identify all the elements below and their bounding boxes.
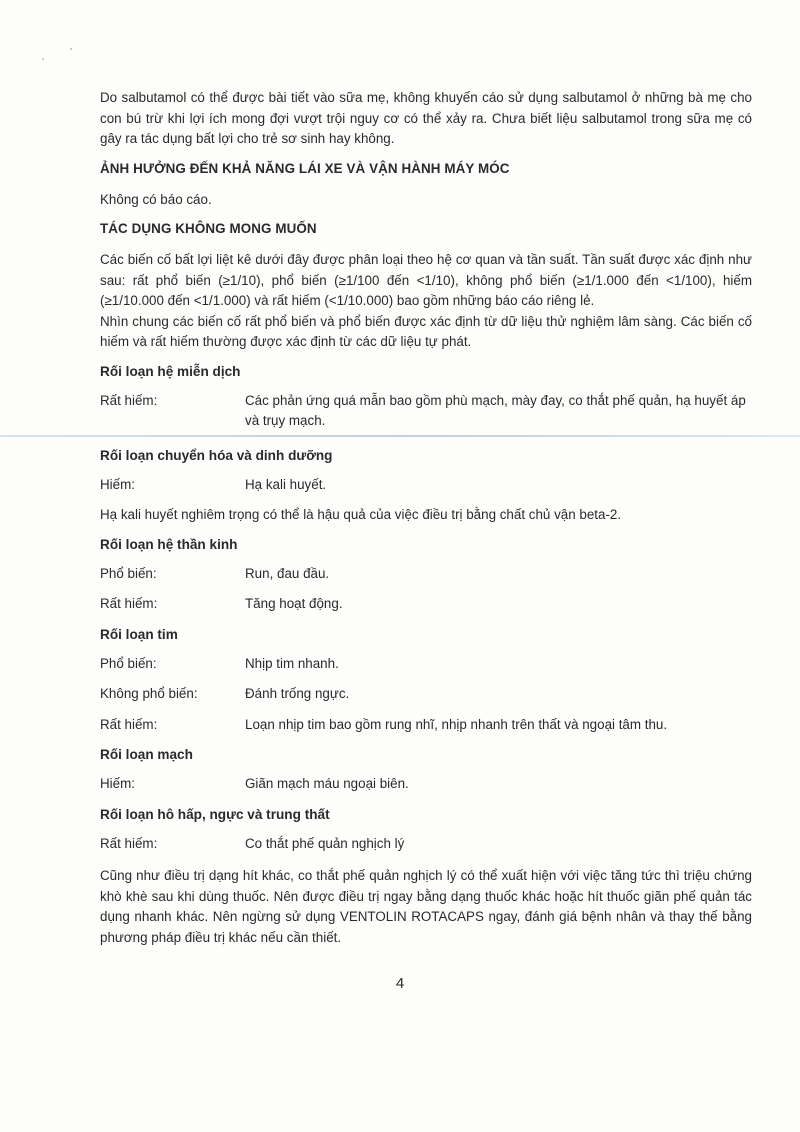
metabolism-note: Hạ kali huyết nghiêm trọng có thể là hậu quả của việc điều trị bằng chất chủ vận beta-2.	[100, 507, 622, 522]
frequency-label: Hiếm:	[100, 476, 135, 492]
respiratory-heading: Rối loạn hô hấp, ngực và trung thất	[100, 806, 330, 822]
cardiac-heading: Rối loạn tim	[100, 626, 178, 642]
vascular-heading: Rối loạn mạch	[100, 747, 193, 762]
vascular-row	[100, 774, 752, 795]
frequency-label: Phổ biến:	[100, 565, 157, 581]
immune-row	[100, 391, 752, 432]
driving-heading: ẢNH HƯỞNG ĐẾN KHẢ NĂNG LÁI XE VÀ VẬN HÀNH MÁY MÓC	[100, 160, 510, 176]
effect-text: Đánh trống ngực.	[245, 686, 350, 701]
scan-speck	[70, 48, 72, 50]
nervous-row	[100, 564, 752, 585]
cardiac-row	[100, 654, 752, 675]
effect-text: Các phản ứng quá mẫn bao gồm phù mạch, mày đay, co thắt phế quản, hạ huyết áp và trụy mạch.	[245, 392, 746, 428]
frequency-label: Phổ biến:	[100, 655, 157, 671]
cardiac-row	[100, 715, 752, 736]
effect-text: Co thắt phế quản nghịch lý	[245, 835, 405, 851]
adverse-paragraph-2: Nhìn chung các biến cố rất phổ biến và phổ biến được xác định từ dữ liệu thử nghiệm lâm sàng. Các biến cố hiếm và rất hiếm thường được xác định từ các dữ liệu tự phát.	[100, 313, 752, 349]
metabolism-row	[100, 475, 752, 496]
effect-text: Giãn mạch máu ngoại biên.	[245, 776, 409, 791]
metabolism-heading: Rối loạn chuyển hóa và dinh dưỡng	[100, 447, 333, 463]
frequency-label: Rất hiếm:	[100, 716, 158, 732]
effect-text: Tăng hoạt động.	[245, 596, 343, 611]
cardiac-row	[100, 684, 752, 705]
effect-text: Loạn nhịp tim bao gồm rung nhĩ, nhịp nhanh trên thất và ngoại tâm thu.	[245, 716, 668, 732]
respiratory-row	[100, 834, 752, 855]
effect-text: Run, đau đầu.	[245, 565, 330, 581]
document-page	[100, 88, 752, 957]
driving-text: Không có báo cáo.	[100, 191, 212, 207]
page-number: 4	[395, 975, 405, 992]
effect-text: Hạ kali huyết.	[245, 476, 327, 492]
adverse-heading: TÁC DỤNG KHÔNG MONG MUỐN	[100, 221, 317, 236]
respiratory-note: Cũng như điều trị dạng hít khác, co thắt phế quản nghịch lý có thể xuất hiện với việc tăng tức thì triệu chứng khò khè sau khi dùng thuốc. Nên được điều trị ngay bằng dạng thuốc khác hoặc hít thuốc giãn phế quản tác dụng nhanh khác. Nên ngừng sử dụng VENTOLIN ROTACAPS ngay, đánh giá bệnh nhân và thay thế bằng phương pháp điều trị khác nếu cần thiết.	[100, 868, 752, 945]
breastfeeding-paragraph: Do salbutamol có thể được bài tiết vào sữa mẹ, không khuyến cáo sử dụng salbutamol ở những bà mẹ cho con bú trừ khi lợi ích mong đợi vượt trội nguy cơ có thể xảy ra. Chưa biết liệu salbutamol trong sữa mẹ có gây ra tác dụng bất lợi cho trẻ sơ sinh hay không.	[100, 90, 752, 146]
immune-heading: Rối loạn hệ miễn dịch	[100, 363, 241, 379]
frequency-label: Rất hiếm:	[100, 596, 158, 611]
frequency-label: Không phổ biến:	[100, 686, 198, 701]
adverse-paragraph-1: Các biến cố bất lợi liệt kê dưới đây được phân loại theo hệ cơ quan và tần suất. Tần suất được xác định như sau: rất phổ biến (≥1/10), phổ biến (≥1/100 đến <1/10), không phổ biến (≥1/1.000 đến <1/100), hiếm (≥1/10.000 đến <1/1.000) và rất hiếm (<1/10.000) bao gồm những báo cáo riêng lẻ.	[100, 252, 752, 308]
frequency-label: Rất hiếm:	[100, 835, 158, 851]
nervous-heading: Rối loạn hệ thần kinh	[100, 536, 238, 552]
effect-text: Nhịp tim nhanh.	[245, 655, 339, 671]
nervous-row	[100, 594, 752, 615]
frequency-label: Hiếm:	[100, 776, 135, 791]
frequency-label: Rất hiếm:	[100, 392, 158, 408]
scan-speck	[42, 58, 44, 60]
